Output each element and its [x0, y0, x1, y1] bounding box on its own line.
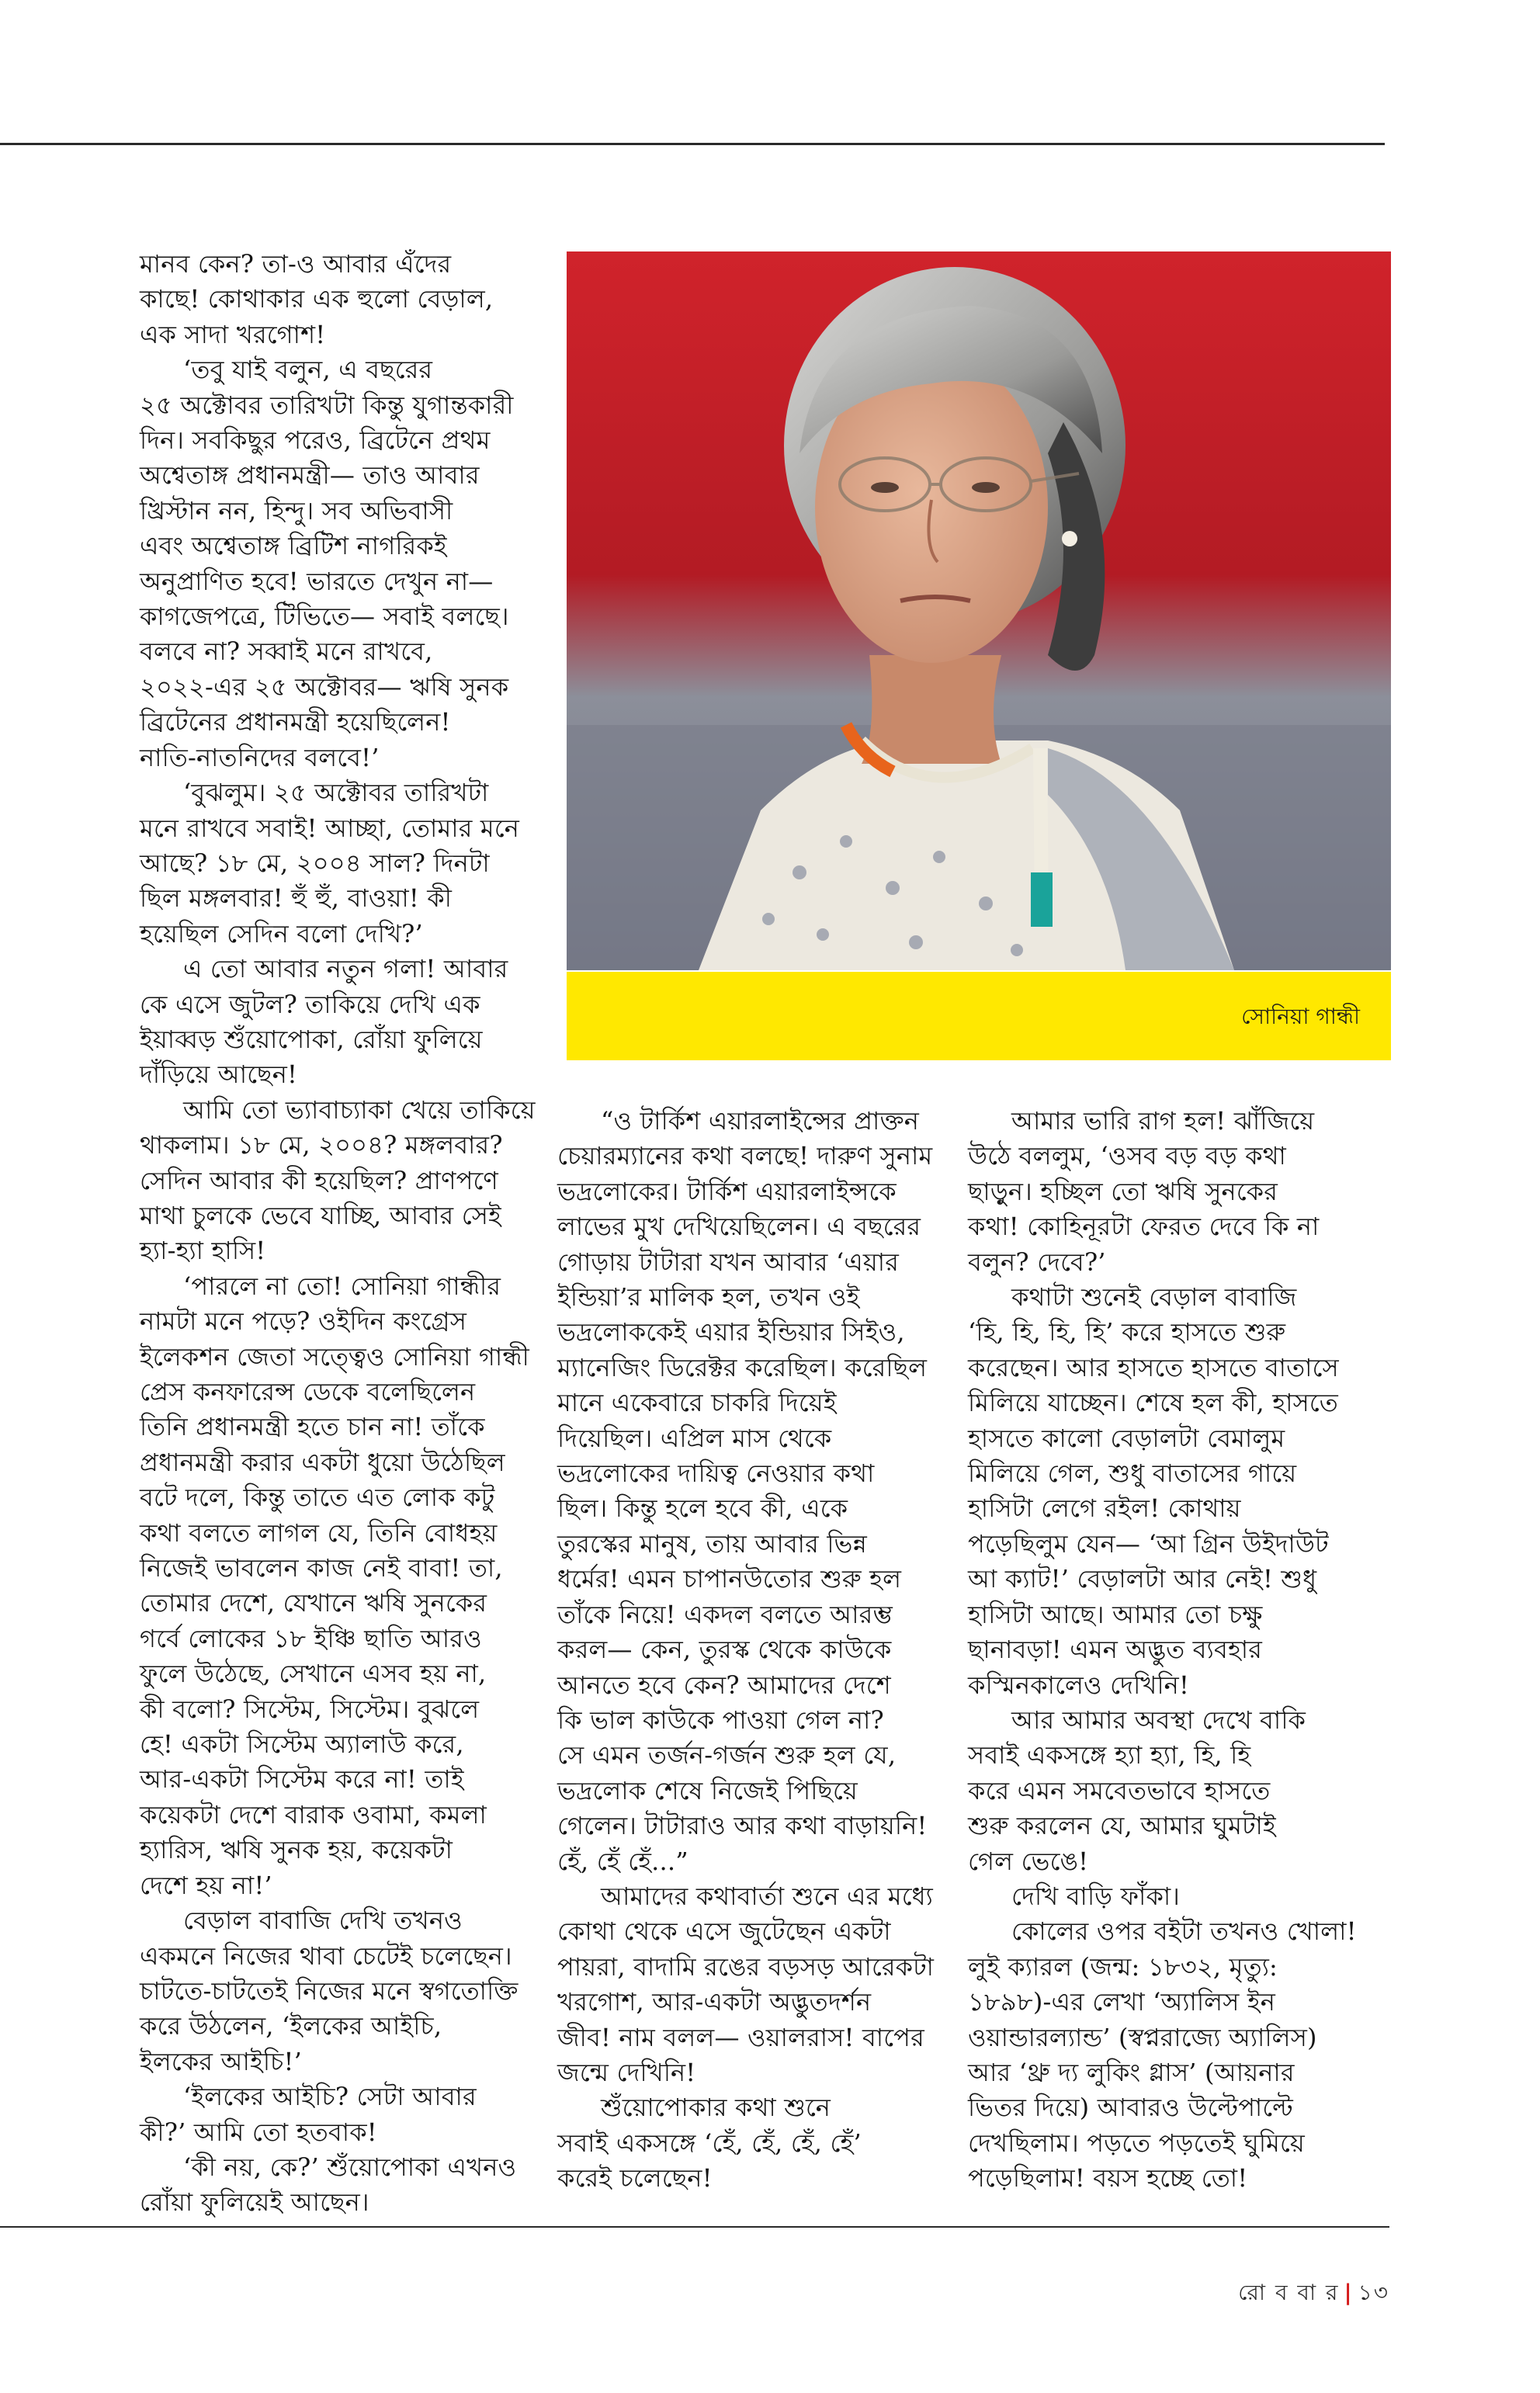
portrait-illustration — [567, 251, 1391, 970]
article-column-3 — [968, 1104, 1387, 2197]
text-line: দেশে হয় না!’ — [140, 1870, 272, 1900]
text-line: কোথা থেকে এসে জুটেছেন একটা — [557, 1916, 891, 1947]
text-line: ফুলে উঠেছে, সেখানে এসব হয় না, — [140, 1659, 487, 1689]
text-line: নিজেই ভাবলেন কাজ নেই বাবা! তা, — [140, 1553, 503, 1583]
text-line: বেড়াল বাবাজি দেখি তখনও — [183, 1906, 463, 1936]
text-line: ‘হি, হি, হি, হি’ করে হাসতে শুরু — [968, 1317, 1286, 1347]
text-line: পড়েছিলুম যেন— ‘আ গ্রিন উইদাউট — [968, 1528, 1329, 1559]
text-line: ‘পারলে না তো! সোনিয়া গান্ধীর — [183, 1271, 501, 1301]
photo-caption: সোনিয়া গান্ধী — [1241, 1004, 1360, 1029]
text-line: এবং অশ্বেতাঙ্গ ব্রিটিশ নাগরিকই — [140, 531, 447, 561]
text-line: ম্যানেজিং ডিরেক্টর করেছিল। করেছিল — [557, 1352, 928, 1382]
text-line: কথা! কোহিনূরটা ফেরত দেবে কি না — [968, 1212, 1320, 1242]
text-line: ভদ্রলোক শেষে নিজেই পিছিয়ে — [557, 1775, 858, 1805]
text-line: আছে? ১৮ মে, ২০০৪ সাল? দিনটা — [140, 848, 490, 878]
text-line: বলবে না? সব্বাই মনে রাখবে, — [140, 636, 433, 667]
text-line: চাটতে-চাটতেই নিজের মনে স্বগতোক্তি — [140, 1975, 519, 2006]
text-line: ২০২২-এর ২৫ অক্টোবর— ঋষি সুনক — [140, 671, 509, 702]
text-line: ইলেকশন জেতা সত্ত্বেও সোনিয়া গান্ধী — [140, 1341, 530, 1372]
text-line: কে এসে জুটল? তাকিয়ে দেখি এক — [140, 989, 480, 1019]
text-line: করে উঠলেন, ‘ইলকের আইচি, — [140, 2011, 442, 2041]
text-line: ইয়াব্বড় শুঁয়োপোকা, রোঁয়া ফুলিয়ে — [140, 1024, 483, 1054]
text-line: আমি তো ভ্যাবাচ্যাকা খেয়ে তাকিয়ে — [183, 1094, 536, 1125]
text-line: গেল ভেঙে! — [968, 1846, 1089, 1876]
text-line: গর্বে লোকের ১৮ ইঞ্চি ছাতি আরও — [140, 1623, 482, 1653]
photo-sonia-gandhi — [567, 251, 1391, 970]
text-line: তোমার দেশে, যেখানে ঋষি সুনকের — [140, 1588, 487, 1618]
text-line: শুরু করলেন যে, আমার ঘুমটাই — [968, 1811, 1276, 1841]
text-line: সবাই একসঙ্গে হ্যা হ্যা, হি, হি — [968, 1740, 1251, 1770]
text-line: ভদ্রলোকের। টার্কিশ এয়ারলাইন্সকে — [557, 1176, 897, 1206]
text-line: হে! একটা সিস্টেম অ্যালাউ করে, — [140, 1729, 464, 1760]
text-line: আর-একটা সিস্টেম করে না! তাই — [140, 1764, 464, 1795]
text-line: ধর্মের! এমন চাপানউতোর শুরু হল — [557, 1564, 902, 1594]
text-line: ২৫ অক্টোবর তারিখটা কিন্তু যুগান্তকারী — [140, 390, 514, 420]
text-line: হেঁ, হেঁ হেঁ...” — [557, 1846, 688, 1876]
text-line: দাঁড়িয়ে আছেন! — [140, 1060, 298, 1090]
top-rule — [0, 143, 1385, 145]
text-line: মিলিয়ে গেল, শুধু বাতাসের গায়ে — [968, 1458, 1297, 1489]
text-line: দিন। সবকিছুর পরেও, ব্রিটেনে প্রথম — [140, 425, 491, 456]
text-line: লুই ক্যারল (জন্ম: ১৮৩২, মৃত্যু: — [968, 1951, 1278, 1982]
text-line: কস্মিনকালেও দেখিনি! — [968, 1670, 1190, 1700]
text-line: কাছে! কোথাকার এক হুলো বেড়াল, — [140, 284, 494, 314]
text-line: এক সাদা খরগোশ! — [140, 319, 326, 349]
text-line: কী?’ আমি তো হতবাক! — [140, 2117, 377, 2147]
footer-separator: | — [1344, 2280, 1354, 2305]
article-column-2 — [557, 1104, 961, 2197]
text-line: কয়েকটা দেশে বারাক ওবামা, কমলা — [140, 1799, 487, 1829]
text-line: হাসিটা আছে। আমার তো চক্ষু — [968, 1599, 1263, 1629]
page-number: ১৩ — [1358, 2280, 1389, 2305]
text-line: করেই চলেছেন! — [557, 2163, 713, 2194]
text-line: সেদিন আবার কী হয়েছিল? প্রাণপণে — [140, 1165, 498, 1195]
text-line: করল— কেন, তুরস্ক থেকে কাউকে — [557, 1635, 892, 1665]
text-line: হাসতে কালো বেড়ালটা বেমালুম — [968, 1423, 1285, 1453]
text-line: ভিতর দিয়ে) আবারও উল্টেপাল্টে — [968, 2093, 1293, 2123]
text-line: চেয়ারম্যানের কথা বলছে! দারুণ সুনাম — [557, 1141, 933, 1171]
text-line: ওয়ান্ডারল্যান্ড’ (স্বপ্নরাজ্যে অ্যালিস) — [968, 2022, 1317, 2052]
text-line: রোঁয়া ফুলিয়েই আছেন। — [140, 2187, 369, 2218]
text-line: মনে রাখবে সবাই! আচ্ছা, তোমার মনে — [140, 813, 520, 843]
text-line: একমনে নিজের থাবা চেটেই চলেছেন। — [140, 1940, 512, 1971]
magazine-name: রো ব বা র — [1238, 2280, 1340, 2305]
text-line: হ্যা-হ্যা হাসি! — [140, 1236, 266, 1266]
text-line: প্রধানমন্ত্রী করার একটা ধুয়ো উঠেছিল — [140, 1447, 505, 1477]
text-line: লাভের মুখ দেখিয়েছিলেন। এ বছরের — [557, 1212, 921, 1242]
text-line: তাঁকে নিয়ে! একদল বলতে আরম্ভ — [557, 1599, 893, 1629]
text-line: ‘ইলকের আইচি? সেটা আবার — [183, 2082, 477, 2112]
text-line: আর আমার অবস্থা দেখে বাকি — [1011, 1705, 1306, 1735]
text-line: হাসিটা লেগে রইল! কোথায় — [968, 1493, 1241, 1524]
text-line: হ্যারিস, ঋষি সুনক হয়, কয়েকটা — [140, 1835, 453, 1865]
text-line: গেলেন। টাটারাও আর কথা বাড়ায়নি! — [557, 1811, 928, 1841]
text-line: ইন্ডিয়া’র মালিক হল, তখন ওই — [557, 1282, 860, 1313]
text-line: ছাড়ুন। হচ্ছিল তো ঋষি সুনকের — [968, 1176, 1278, 1206]
text-line: গোড়ায় টাটারা যখন আবার ‘এয়ার — [557, 1247, 900, 1277]
text-line: অনুপ্রাণিত হবে! ভারতে দেখুন না— — [140, 566, 494, 596]
text-line: আর ‘থ্রু দ্য লুকিং গ্লাস’ (আয়নার — [968, 2057, 1295, 2087]
text-line: থাকলাম। ১৮ মে, ২০০৪? মঙ্গলবার? — [140, 1130, 503, 1160]
text-line: হয়েছিল সেদিন বলো দেখি?’ — [140, 918, 423, 949]
text-line: উঠে বললুম, ‘ওসব বড় বড় কথা — [968, 1141, 1286, 1171]
text-line: কি ভাল কাউকে পাওয়া গেল না? — [557, 1705, 884, 1735]
text-line: ভদ্রলোকের দায়িত্ব নেওয়ার কথা — [557, 1458, 875, 1489]
text-line: ব্রিটেনের প্রধানমন্ত্রী হয়েছিলেন! — [140, 707, 451, 737]
text-line: খরগোশ, আর-একটা অদ্ভুতদর্শন — [557, 1987, 872, 2017]
text-line: সবাই একসঙ্গে ‘হেঁ, হেঁ, হেঁ, হেঁ’ — [557, 2128, 862, 2158]
bottom-rule — [0, 2226, 1389, 2228]
text-line: সে এমন তর্জন-গর্জন শুরু হল যে, — [557, 1740, 897, 1770]
text-line: তুরস্কের মানুষ, তায় আবার ভিন্ন — [557, 1528, 868, 1559]
text-line: খ্রিস্টান নন, হিন্দু। সব অভিবাসী — [140, 495, 453, 525]
text-line: কোলের ওপর বইটা তখনও খোলা! — [1011, 1916, 1357, 1947]
text-line: ‘কী নয়, কে?’ শুঁয়োপোকা এখনও — [183, 2152, 517, 2182]
text-line: কথাটা শুনেই বেড়াল বাবাজি — [1011, 1282, 1297, 1313]
text-line: জীব! নাম বলল— ওয়ালরাস! বাপের — [557, 2022, 924, 2052]
text-line: অশ্বেতাঙ্গ প্রধানমন্ত্রী— তাও আবার — [140, 460, 480, 491]
text-line: করে এমন সমবেতভাবে হাসতে — [968, 1775, 1271, 1805]
text-line: জন্মে দেখিনি! — [557, 2057, 696, 2087]
text-line: তিনি প্রধানমন্ত্রী হতে চান না! তাঁকে — [140, 1412, 485, 1442]
text-line: করেছেন। আর হাসতে হাসতে বাতাসে — [968, 1352, 1339, 1382]
text-line: দেখছিলাম। পড়তে পড়তেই ঘুমিয়ে — [968, 2128, 1305, 2158]
text-line: আমার ভারি রাগ হল! ঝাঁজিয়ে — [1011, 1106, 1315, 1136]
text-line: ভদ্রলোককেই এয়ার ইন্ডিয়ার সিইও, — [557, 1317, 905, 1347]
text-line: নাতি-নাতনিদের বলবে!’ — [140, 742, 380, 772]
text-line: শুঁয়োপোকার কথা শুনে — [601, 2093, 831, 2123]
text-line: এ তো আবার নতুন গলা! আবার — [183, 954, 508, 984]
text-line: দেখি বাড়ি ফাঁকা। — [1011, 1881, 1180, 1911]
text-line: কথা বলতে লাগল যে, তিনি বোধহয় — [140, 1517, 498, 1548]
text-line: মানে একেবারে চাকরি দিয়েই — [557, 1388, 837, 1418]
text-line: বটে দলে, কিন্তু তাতে এত লোক কটু — [140, 1483, 495, 1513]
text-line: পড়েছিলাম! বয়স হচ্ছে তো! — [968, 2163, 1248, 2194]
text-line: ইলকের আইচি!’ — [140, 2046, 302, 2076]
text-line: ছিল মঙ্গলবার! হুঁ হুঁ, বাওয়া! কী — [140, 883, 453, 914]
text-line: নামটা মনে পড়ে? ওইদিন কংগ্রেস — [140, 1306, 467, 1337]
text-line: বলুন? দেবে?’ — [968, 1247, 1106, 1277]
text-line: মানব কেন? তা-ও আবার এঁদের — [140, 249, 452, 279]
text-line: ছিল। কিন্তু হলে হবে কী, একে — [557, 1493, 848, 1524]
photo-caption-bar — [567, 972, 1391, 1060]
text-line: পায়রা, বাদামি রঙের বড়সড় আরেকটা — [557, 1951, 935, 1982]
text-line: মিলিয়ে যাচ্ছেন। শেষে হল কী, হাসতে — [968, 1388, 1338, 1418]
text-line: আ ক্যাট!’ বেড়ালটা আর নেই! শুধু — [968, 1564, 1317, 1594]
text-line: প্রেস কনফারেন্স ডেকে বলেছিলেন — [140, 1377, 476, 1406]
article-column-1 — [140, 247, 574, 2221]
text-line: কী বলো? সিস্টেম, সিস্টেম। বুঝলে — [140, 1694, 480, 1724]
text-line: মাথা চুলকে ভেবে যাচ্ছি, আবার সেই — [140, 1200, 501, 1230]
text-line: দিয়েছিল। এপ্রিল মাস থেকে — [557, 1423, 832, 1453]
text-line: আমাদের কথাবার্তা শুনে এর মধ্যে — [601, 1881, 933, 1911]
text-line: “ও টার্কিশ এয়ারলাইন্সের প্রাক্তন — [601, 1106, 920, 1136]
page-footer — [1238, 2276, 1389, 2312]
text-line: ‘তবু যাই বলুন, এ বছরের — [183, 355, 433, 385]
text-line: কাগজেপত্রে, টিভিতে— সবাই বলছে। — [140, 602, 509, 632]
text-line: ‘বুঝলুম। ২৫ অক্টোবর তারিখটা — [183, 778, 489, 808]
text-line: আনতে হবে কেন? আমাদের দেশে — [557, 1670, 891, 1700]
text-line: ছানাবড়া! এমন অদ্ভুত ব্যবহার — [968, 1635, 1263, 1665]
text-line: ১৮৯৮)-এর লেখা ‘অ্যালিস ইন — [968, 1987, 1276, 2017]
